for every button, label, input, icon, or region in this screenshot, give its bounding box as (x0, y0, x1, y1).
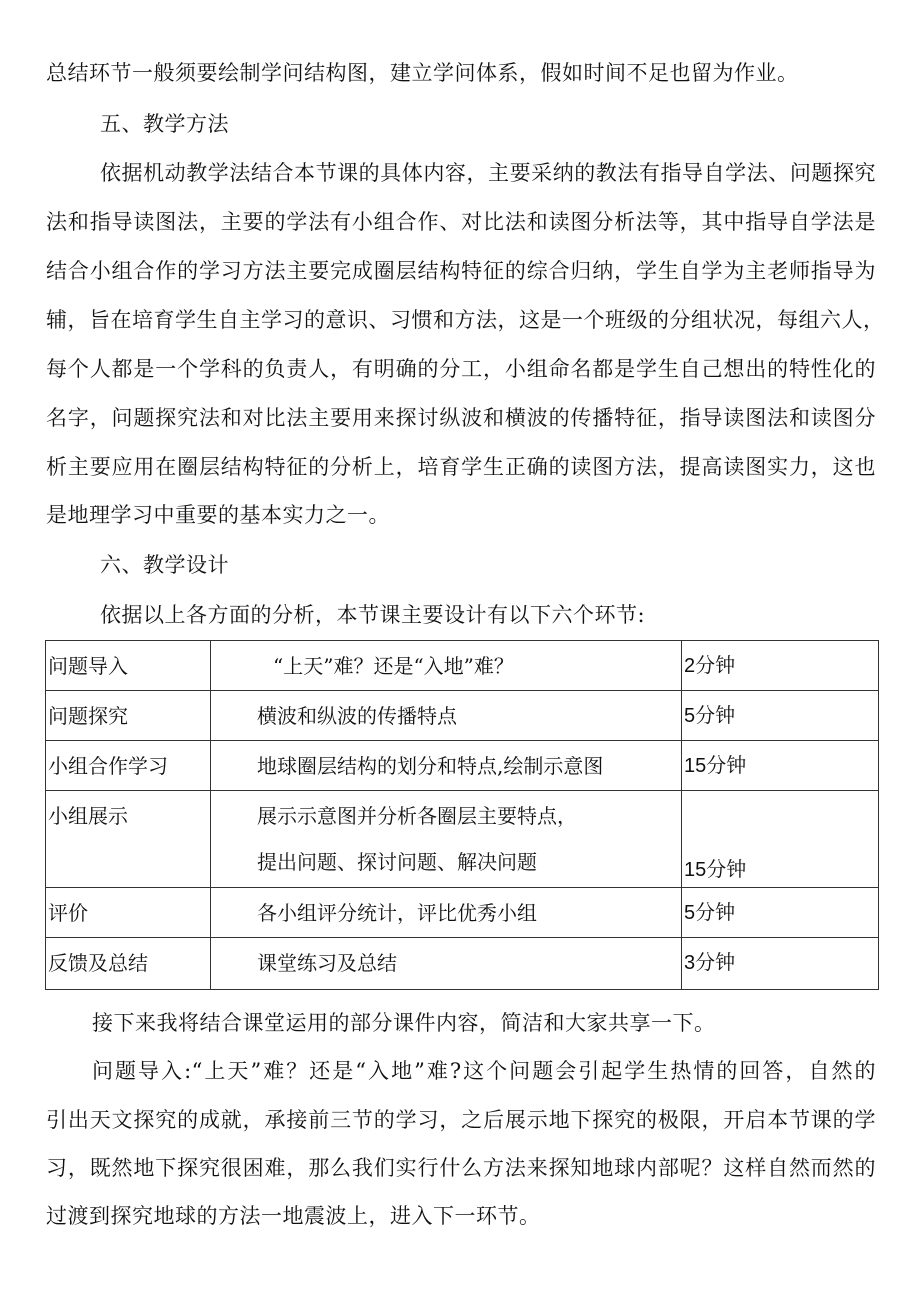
paragraph-intro-detail-line: 习，既然地下探究很困难，那么我们实行什么方法来探知地球内部呢？这样自然而然的 (46, 1156, 876, 1180)
paragraph-intro-detail-line: 引出天文探究的成就，承接前三节的学习，之后展示地下探究的极限，开启本节课的学 (46, 1108, 876, 1132)
stage-cell: 小组合作学习 (46, 741, 211, 791)
content-cell: 各小组评分统计，评比优秀小组 (211, 888, 682, 938)
table-row (46, 641, 879, 691)
stage-cell: 评价 (46, 888, 211, 938)
paragraph-methods-line: 析主要应用在圈层结构特征的分析上，培育学生正确的读图方法，提高读图实力，这也 (46, 455, 876, 479)
paragraph-intro-detail-line: 过渡到探究地球的方法一地震波上，进入下一环节。 (46, 1204, 541, 1228)
paragraph-methods-line: 结合小组合作的学习方法主要完成圈层结构特征的综合归纳，学生自学为主老师指导为 (46, 259, 876, 283)
time-cell: 15分钟 (682, 741, 879, 791)
table-row (46, 888, 879, 938)
content-cell: 展示示意图并分析各圈层主要特点， 提出问题、探讨问题、解决问题 (211, 791, 682, 888)
schedule-table (45, 640, 879, 990)
stage-cell: 问题探究 (46, 691, 211, 741)
time-cell: 5分钟 (682, 691, 879, 741)
table-row (46, 741, 879, 791)
table-row (46, 691, 879, 741)
time-cell: 2分钟 (682, 641, 879, 691)
table-row (46, 938, 879, 990)
paragraph-methods-line: 法和指导读图法，主要的学法有小组合作、对比法和读图分析法等，其中指导自学法是 (46, 210, 876, 234)
content-cell: 课堂练习及总结 (211, 938, 682, 990)
content-cell: 地球圈层结构的划分和特点,绘制示意图 (211, 741, 682, 791)
time-cell: 3分钟 (682, 938, 879, 990)
table-row (46, 791, 879, 888)
paragraph-methods-line: 名字，问题探究法和对比法主要用来探讨纵波和横波的传播特征，指导读图法和读图分 (46, 406, 876, 430)
paragraph-methods-line: 辅，旨在培育学生自主学习的意识、习惯和方法，这是一个班级的分组状况，每组六人， (46, 308, 885, 332)
paragraph-design-intro: 依据以上各方面的分析，本节课主要设计有以下六个环节: (100, 603, 646, 627)
content-cell: 横波和纵波的传播特点 (211, 691, 682, 741)
stage-cell: 小组展示 (46, 791, 211, 888)
heading-teaching-design: 六、教学设计 (100, 553, 229, 577)
heading-teaching-methods: 五、教学方法 (100, 112, 229, 136)
paragraph-methods-line: 依据机动教学法结合本节课的具体内容，主要采纳的教法有指导自学法、问题探究 (100, 161, 876, 185)
content-cell: “上天”难？还是“入地”难？ (211, 641, 682, 691)
paragraph-methods-line: 每个人都是一个学科的负责人，有明确的分工，小组命名都是学生自己想出的特性化的 (46, 357, 876, 381)
paragraph-methods-line: 是地理学习中重要的基本实力之一。 (46, 503, 390, 527)
paragraph-summary: 总结环节一般须要绘制学问结构图，建立学问体系，假如时间不足也留为作业。 (46, 61, 799, 85)
time-cell: 15分钟 (682, 791, 879, 888)
stage-cell: 反馈及总结 (46, 938, 211, 990)
time-cell: 5分钟 (682, 888, 879, 938)
paragraph-share-intro: 接下来我将结合课堂运用的部分课件内容，简洁和大家共享一下。 (92, 1011, 716, 1035)
stage-cell: 问题导入 (46, 641, 211, 691)
paragraph-intro-detail-line: 问题导入:“上天”难？还是“入地”难?这个问题会引起学生热情的回答，自然的 (92, 1059, 876, 1083)
